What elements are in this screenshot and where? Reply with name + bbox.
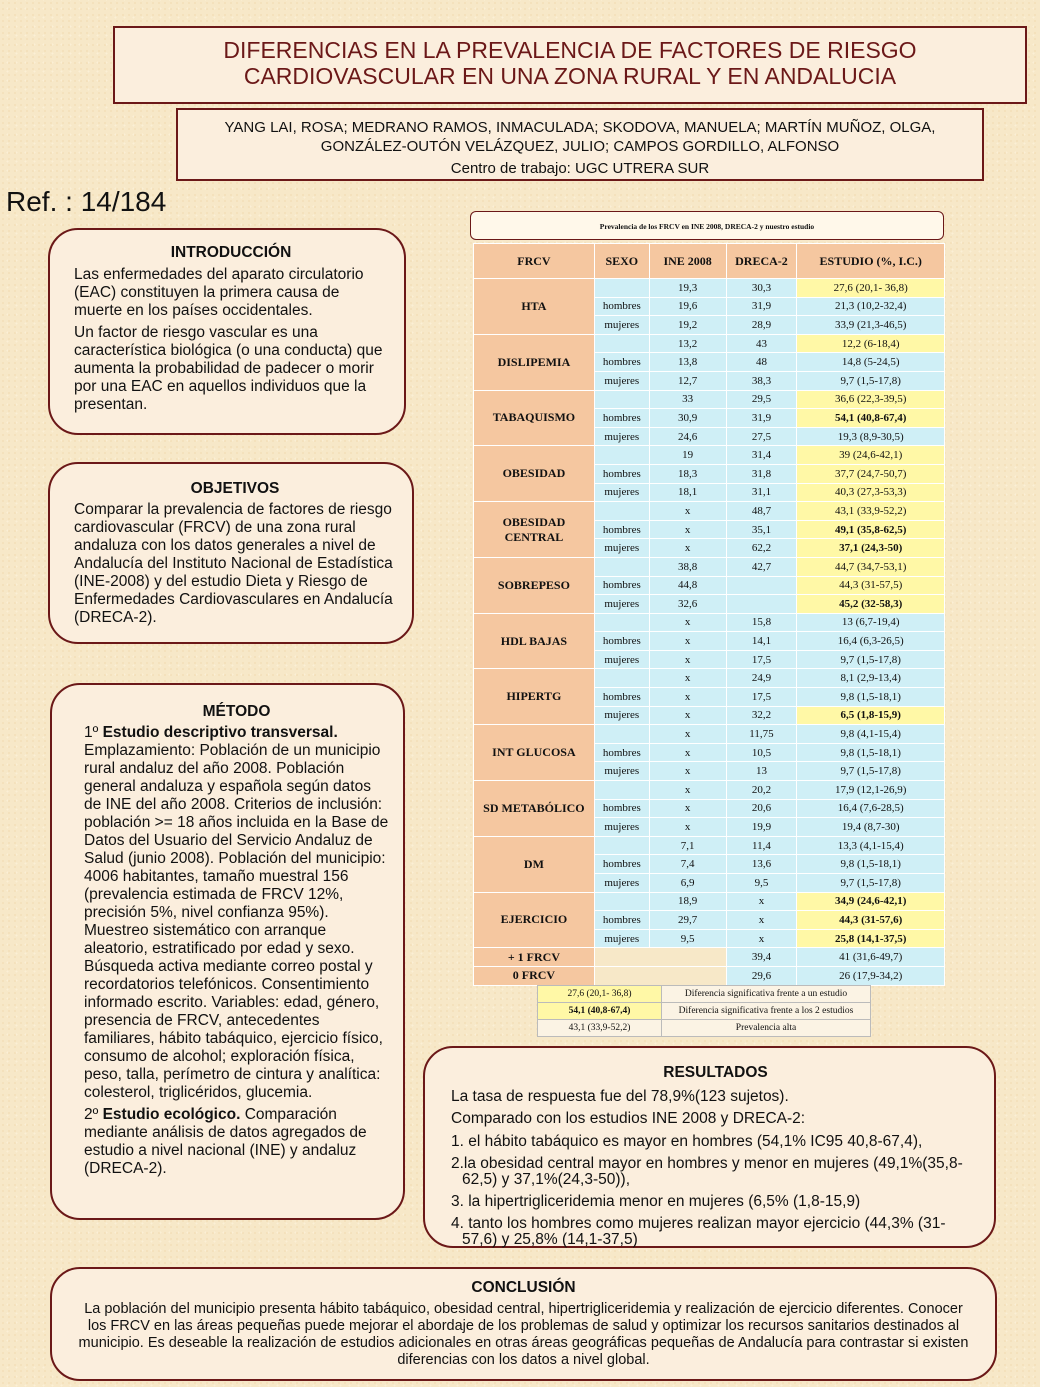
sexo-cell: mujeres <box>594 316 649 335</box>
ine-cell: 18,9 <box>649 892 726 911</box>
table-row <box>474 557 945 576</box>
ine-cell: x <box>649 818 726 837</box>
intro-panel <box>48 228 406 435</box>
dreca-cell: 11,4 <box>726 836 797 855</box>
sexo-cell: mujeres <box>594 706 649 725</box>
estudio-cell: 13 (6,7-19,4) <box>797 613 945 632</box>
dreca-cell: 48,7 <box>726 502 797 521</box>
dreca-cell: 13 <box>726 762 797 781</box>
ine-cell: x <box>649 539 726 558</box>
ine-cell: 38,8 <box>649 557 726 576</box>
ine-cell: 18,1 <box>649 483 726 502</box>
ine-cell: x <box>649 781 726 800</box>
ine-cell: x <box>649 669 726 688</box>
ine-cell: x <box>649 799 726 818</box>
table-row <box>474 948 945 967</box>
table-row <box>474 446 945 465</box>
estudio-cell: 40,3 (27,3-53,3) <box>797 483 945 502</box>
method-panel <box>50 683 405 1220</box>
estudio-cell: 9,8 (1,5-18,1) <box>797 855 945 874</box>
frcv-name: HTA <box>474 279 595 335</box>
estudio-cell: 37,1 (24,3-50) <box>797 539 945 558</box>
sexo-cell <box>594 669 649 688</box>
ine-cell: 13,2 <box>649 334 726 353</box>
estudio-cell: 8,1 (2,9-13,4) <box>797 669 945 688</box>
method-study-2 <box>84 1106 389 1178</box>
estudio-cell: 39 (24,6-42,1) <box>797 446 945 465</box>
sexo-cell: hombres <box>594 799 649 818</box>
frcv-name: OBESIDAD CENTRAL <box>474 502 595 558</box>
col-header-sexo: SEXO <box>594 244 649 279</box>
sexo-cell: mujeres <box>594 929 649 948</box>
empty-cell <box>594 966 726 985</box>
table-row <box>474 279 945 298</box>
sexo-cell: hombres <box>594 855 649 874</box>
estudio-cell: 41 (31,6-49,7) <box>797 948 945 967</box>
dreca-cell: 20,6 <box>726 799 797 818</box>
frcv-name: INT GLUCOSA <box>474 725 595 781</box>
poster-title <box>113 26 1027 104</box>
estudio-cell: 17,9 (12,1-26,9) <box>797 781 945 800</box>
dreca-cell: 32,2 <box>726 706 797 725</box>
frcv-name: SD METABÓLICO <box>474 781 595 837</box>
legend-sample-two: 54,1 (40,8-67,4) <box>538 1003 662 1020</box>
dreca-cell: x <box>726 892 797 911</box>
results-item-1: 1. el hábito tabáquico es mayor en hombres (54,1% IC95 40,8-67,4), <box>451 1133 923 1150</box>
sexo-cell <box>594 836 649 855</box>
ine-cell: 19,6 <box>649 297 726 316</box>
sexo-cell <box>594 725 649 744</box>
table-row <box>474 966 945 985</box>
ine-cell: x <box>649 632 726 651</box>
sexo-cell: hombres <box>594 688 649 707</box>
ine-cell: 30,9 <box>649 409 726 428</box>
legend-row <box>538 1020 871 1037</box>
frcv-name: HIPERTG <box>474 669 595 725</box>
dreca-cell: 42,7 <box>726 557 797 576</box>
estudio-cell: 19,3 (8,9-30,5) <box>797 427 945 446</box>
ine-cell: 6,9 <box>649 874 726 893</box>
estudio-cell: 16,4 (6,3-26,5) <box>797 632 945 651</box>
sexo-cell <box>594 892 649 911</box>
dreca-cell: 15,8 <box>726 613 797 632</box>
dreca-cell: 13,6 <box>726 855 797 874</box>
results-paragraph-1: La tasa de respuesta fue del 78,9%(123 sujetos). <box>451 1088 789 1105</box>
dreca-cell: 35,1 <box>726 520 797 539</box>
conclusion-panel <box>50 1267 997 1381</box>
table-row <box>474 781 945 800</box>
empty-cell <box>594 948 726 967</box>
objectives-paragraph: Comparar la prevalencia de factores de riesgo cardiovascular (FRCV) de una zona rural andaluza con los datos generales a nivel de Andalucía del Instituto Nacional de Estadística (INE-2008) y del estudio Dieta y Riesgo de Enfermedades Cardiovasculares en Andalucía (DRECA-2). <box>74 501 393 626</box>
dreca-cell: 38,3 <box>726 371 797 390</box>
sexo-cell: mujeres <box>594 874 649 893</box>
estudio-cell: 26 (17,9-34,2) <box>797 966 945 985</box>
col-header-estudio: ESTUDIO (%, I.C.) <box>797 244 945 279</box>
sexo-cell: hombres <box>594 464 649 483</box>
sexo-cell: hombres <box>594 632 649 651</box>
dreca-cell: x <box>726 929 797 948</box>
dreca-cell <box>726 576 797 595</box>
estudio-cell: 34,9 (24,6-42,1) <box>797 892 945 911</box>
results-panel <box>423 1046 996 1248</box>
legend-text-two: Diferencia significativa frente a los 2 estudios <box>662 1003 871 1020</box>
dreca-cell: 29,6 <box>726 966 797 985</box>
frcv-name: 0 FRCV <box>474 966 595 985</box>
authors-line-2: GONZÁLEZ-OUTÓN VELÁZQUEZ, JULIO; CAMPOS GORDILLO, ALFONSO <box>320 138 840 155</box>
legend-sample-one: 27,6 (20,1- 36,8) <box>538 986 662 1003</box>
ine-cell: x <box>649 650 726 669</box>
estudio-cell: 9,8 (1,5-18,1) <box>797 743 945 762</box>
ine-cell: 19,2 <box>649 316 726 335</box>
ine-cell: 7,4 <box>649 855 726 874</box>
sexo-cell: mujeres <box>594 427 649 446</box>
table-row <box>474 390 945 409</box>
estudio-cell: 14,8 (5-24,5) <box>797 353 945 372</box>
dreca-cell: 11,75 <box>726 725 797 744</box>
objectives-heading: OBJETIVOS <box>190 480 280 497</box>
method-heading: MÉTODO <box>202 703 271 720</box>
estudio-cell: 37,7 (24,7-50,7) <box>797 464 945 483</box>
dreca-cell: 31,8 <box>726 464 797 483</box>
estudio-cell: 25,8 (14,1-37,5) <box>797 929 945 948</box>
ine-cell: 7,1 <box>649 836 726 855</box>
method-study-1 <box>84 724 389 742</box>
table-row <box>474 669 945 688</box>
sexo-cell: mujeres <box>594 650 649 669</box>
results-item-3: 3. la hipertrigliceridemia menor en mujeres (6,5% (1,8-15,9) <box>451 1193 861 1210</box>
estudio-cell: 36,6 (22,3-39,5) <box>797 390 945 409</box>
estudio-cell: 9,7 (1,5-17,8) <box>797 762 945 781</box>
ine-cell: 29,7 <box>649 911 726 930</box>
method-s1-title: Estudio descriptivo transversal. <box>102 724 338 741</box>
dreca-cell: 27,5 <box>726 427 797 446</box>
ine-cell: x <box>649 743 726 762</box>
ine-cell: 32,6 <box>649 595 726 614</box>
ine-cell: 9,5 <box>649 929 726 948</box>
objectives-panel <box>48 462 414 644</box>
ine-cell: x <box>649 688 726 707</box>
table-row <box>474 836 945 855</box>
sexo-cell <box>594 781 649 800</box>
dreca-cell: 30,3 <box>726 279 797 298</box>
title-line-2: CARDIOVASCULAR EN UNA ZONA RURAL Y EN ANDALUCIA <box>243 63 897 89</box>
sexo-cell <box>594 279 649 298</box>
estudio-cell: 45,2 (32-58,3) <box>797 595 945 614</box>
dreca-cell: 19,9 <box>726 818 797 837</box>
method-s1-body: Emplazamiento: Población de un municipio rural andaluz del año 2008. Población general andaluza y española según datos de INE del año 2008. Criterios de inclusión: población >= 18 años incluida en la Base de Datos del Usuario del Servicio Andaluz de Salud (junio 2008). Población del municipio: 4006 habitantes, tamaño muestral 156 (prevalencia estimada de FRCV 12%, precisión 5%, nivel confianza 95%). Muestreo sistemático con arranque aleatorio, estratificado por edad y sexo. Búsqueda activa mediante correo postal y recordatorios telefónicos. Consentimiento informado escrito. Variables: edad, género, presencia de FRCV, antecedentes familiares, hábito tabáquico, ejercicio físico, consumo de alcohol; exploración física, peso, talla, perímetro de cintura y analítica: colesterol, triglicéridos, glucemia. <box>84 742 389 1101</box>
table-title: Prevalencia de los FRCV en INE 2008, DRECA-2 y nuestro estudio <box>470 211 944 240</box>
dreca-cell: 43 <box>726 334 797 353</box>
intro-paragraph-2: Un factor de riesgo vascular es una característica biológica (o una conducta) que aumenta la probabilidad de padecer o morir por una EAC en aquellos individuos que la presentan. <box>74 324 383 413</box>
ine-cell: x <box>649 762 726 781</box>
authors-box <box>176 108 984 181</box>
ine-cell: 19,3 <box>649 279 726 298</box>
estudio-cell: 33,9 (21,3-46,5) <box>797 316 945 335</box>
ine-cell: x <box>649 520 726 539</box>
dreca-cell: 14,1 <box>726 632 797 651</box>
frcv-name: SOBREPESO <box>474 557 595 613</box>
estudio-cell: 16,4 (7,6-28,5) <box>797 799 945 818</box>
ine-cell: x <box>649 706 726 725</box>
ine-cell: x <box>649 613 726 632</box>
col-header-ine: INE 2008 <box>649 244 726 279</box>
estudio-cell: 44,3 (31-57,5) <box>797 576 945 595</box>
sexo-cell: mujeres <box>594 818 649 837</box>
dreca-cell: 28,9 <box>726 316 797 335</box>
frcv-name: EJERCICIO <box>474 892 595 948</box>
sexo-cell: mujeres <box>594 595 649 614</box>
frcv-name: DISLIPEMIA <box>474 334 595 390</box>
dreca-cell <box>726 595 797 614</box>
table-header-row <box>474 244 945 279</box>
conclusion-heading: CONCLUSIÓN <box>471 1279 576 1296</box>
intro-heading: INTRODUCCIÓN <box>170 244 292 261</box>
estudio-cell: 9,8 (4,1-15,4) <box>797 725 945 744</box>
estudio-cell: 21,3 (10,2-32,4) <box>797 297 945 316</box>
table-legend <box>537 985 871 1037</box>
ine-cell: x <box>649 502 726 521</box>
dreca-cell: x <box>726 911 797 930</box>
method-s1-num: 1º <box>84 724 103 741</box>
frcv-name: HDL BAJAS <box>474 613 595 669</box>
col-header-frcv: FRCV <box>474 244 595 279</box>
dreca-cell: 31,9 <box>726 297 797 316</box>
sexo-cell <box>594 557 649 576</box>
sexo-cell <box>594 446 649 465</box>
table-row <box>474 892 945 911</box>
method-s2-num: 2º <box>84 1106 103 1123</box>
estudio-cell: 9,7 (1,5-17,8) <box>797 874 945 893</box>
table-row <box>474 613 945 632</box>
table-row <box>474 502 945 521</box>
estudio-cell: 9,7 (1,5-17,8) <box>797 650 945 669</box>
dreca-cell: 48 <box>726 353 797 372</box>
intro-paragraph-1: Las enfermedades del aparato circulatorio (EAC) constituyen la primera causa de muerte en los países occidentales. <box>74 266 364 319</box>
estudio-cell: 43,1 (33,9-52,2) <box>797 502 945 521</box>
dreca-cell: 24,9 <box>726 669 797 688</box>
estudio-cell: 6,5 (1,8-15,9) <box>797 706 945 725</box>
ine-cell: 19 <box>649 446 726 465</box>
sexo-cell: hombres <box>594 409 649 428</box>
dreca-cell: 31,1 <box>726 483 797 502</box>
sexo-cell: hombres <box>594 353 649 372</box>
estudio-cell: 27,6 (20,1- 36,8) <box>797 279 945 298</box>
legend-row <box>538 1003 871 1020</box>
ine-cell: 12,7 <box>649 371 726 390</box>
sexo-cell <box>594 613 649 632</box>
estudio-cell: 54,1 (40,8-67,4) <box>797 409 945 428</box>
results-heading: RESULTADOS <box>663 1064 768 1081</box>
estudio-cell: 44,7 (34,7-53,1) <box>797 557 945 576</box>
sexo-cell: hombres <box>594 911 649 930</box>
workplace: Centro de trabajo: UGC UTRERA SUR <box>450 160 710 177</box>
sexo-cell: mujeres <box>594 539 649 558</box>
ine-cell: x <box>649 725 726 744</box>
dreca-cell: 10,5 <box>726 743 797 762</box>
title-line-1: DIFERENCIAS EN LA PREVALENCIA DE FACTORES DE RIESGO <box>223 37 917 63</box>
legend-sample-three: 43,1 (33,9-52,2) <box>538 1020 662 1037</box>
frcv-name: TABAQUISMO <box>474 390 595 446</box>
method-s2-title: Estudio ecológico. <box>102 1106 241 1123</box>
table-row <box>474 334 945 353</box>
conclusion-paragraph: La población del municipio presenta hábito tabáquico, obesidad central, hipertrigliceridemia y realización de ejercicio diferentes. Conocer los FRCV en las áreas pequeñas puede mejorar el abordaje de los problemas de salud y optimizar los recursos sanitarios destinados al municipio. Es deseable la realización de estudios adicionales en otras áreas geográficas pequeñas de Andalucía para contrastar si existen diferencias con los datos a nivel global. <box>78 1301 969 1368</box>
legend-row <box>538 986 871 1003</box>
estudio-cell: 9,7 (1,5-17,8) <box>797 371 945 390</box>
col-header-dreca: DRECA-2 <box>726 244 797 279</box>
sexo-cell: mujeres <box>594 483 649 502</box>
sexo-cell <box>594 334 649 353</box>
dreca-cell: 9,5 <box>726 874 797 893</box>
dreca-cell: 20,2 <box>726 781 797 800</box>
frcv-name: OBESIDAD <box>474 446 595 502</box>
frcv-name: + 1 FRCV <box>474 948 595 967</box>
sexo-cell <box>594 502 649 521</box>
ine-cell: 13,8 <box>649 353 726 372</box>
dreca-cell: 62,2 <box>726 539 797 558</box>
frcv-table <box>473 243 945 986</box>
dreca-cell: 29,5 <box>726 390 797 409</box>
estudio-cell: 9,8 (1,5-18,1) <box>797 688 945 707</box>
legend-text-three: Prevalencia alta <box>662 1020 871 1037</box>
sexo-cell <box>594 390 649 409</box>
sexo-cell: hombres <box>594 743 649 762</box>
legend-text-one: Diferencia significativa frente a un estudio <box>662 986 871 1003</box>
sexo-cell: mujeres <box>594 762 649 781</box>
dreca-cell: 31,9 <box>726 409 797 428</box>
results-paragraph-2: Comparado con los estudios INE 2008 y DRECA-2: <box>451 1110 806 1127</box>
dreca-cell: 17,5 <box>726 688 797 707</box>
sexo-cell: hombres <box>594 576 649 595</box>
estudio-cell: 49,1 (35,8-62,5) <box>797 520 945 539</box>
frcv-name: DM <box>474 836 595 892</box>
ine-cell: 24,6 <box>649 427 726 446</box>
estudio-cell: 44,3 (31-57,6) <box>797 911 945 930</box>
dreca-cell: 31,4 <box>726 446 797 465</box>
authors-line-1: YANG LAI, ROSA; MEDRANO RAMOS, INMACULADA; SKODOVA, MANUELA; MARTÍN MUÑOZ, OLGA, <box>224 119 936 136</box>
results-item-2: 2.la obesidad central mayor en hombres y menor en mujeres (49,1%(35,8-62,5) y 37,1%(24,3-50)), <box>451 1155 963 1188</box>
ine-cell: 44,8 <box>649 576 726 595</box>
table-row <box>474 725 945 744</box>
dreca-cell: 17,5 <box>726 650 797 669</box>
estudio-cell: 13,3 (4,1-15,4) <box>797 836 945 855</box>
method-s2-body: Comparación mediante análisis de datos agregados de estudio a nivel nacional (INE) y andaluz (DRECA-2). <box>84 1106 367 1177</box>
dreca-cell: 39,4 <box>726 948 797 967</box>
estudio-cell: 12,2 (6-18,4) <box>797 334 945 353</box>
sexo-cell: mujeres <box>594 371 649 390</box>
ine-cell: 18,3 <box>649 464 726 483</box>
results-item-4: 4. tanto los hombres como mujeres realizan mayor ejercicio (44,3% (31-57,6) y 25,8% (14,1-37,5) <box>451 1215 946 1248</box>
estudio-cell: 19,4 (8,7-30) <box>797 818 945 837</box>
ine-cell: 33 <box>649 390 726 409</box>
sexo-cell: hombres <box>594 520 649 539</box>
sexo-cell: hombres <box>594 297 649 316</box>
reference-number: Ref. : 14/184 <box>6 186 167 217</box>
